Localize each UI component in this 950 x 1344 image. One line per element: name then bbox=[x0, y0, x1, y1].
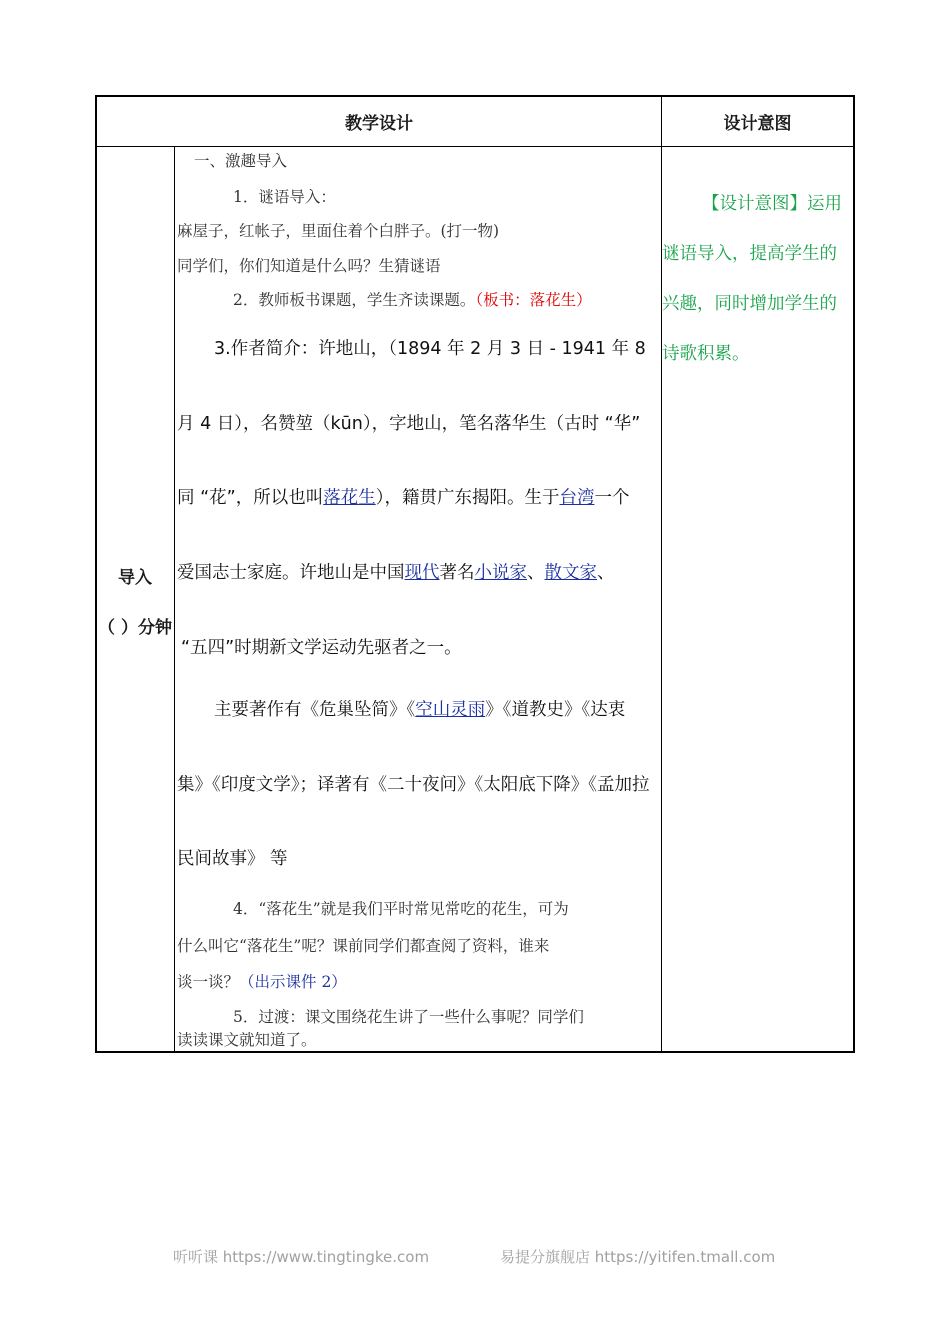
content-line: 集》《印度文学》；译著有《二十夜问》《太阳底下降》《孟加拉 bbox=[177, 775, 650, 795]
footer-left-source: 听听课 https://www.tingtingke.com bbox=[173, 1248, 430, 1266]
content-line: 麻屋子，红帐子，里面住着个白胖子。(打一物) bbox=[177, 222, 500, 240]
text-run: 谈一谈？ bbox=[177, 973, 240, 991]
board-writing-step: 2．教师板书课题，学生齐读课题。 bbox=[233, 291, 476, 309]
content-line bbox=[214, 696, 625, 721]
content-line: 3.作者简介：许地山，（1894 年 2 月 3 日 - 1941 年 8 bbox=[214, 339, 646, 359]
table-label-divider bbox=[174, 147, 175, 1052]
content-line bbox=[177, 559, 615, 584]
link-taiwan[interactable]: 台湾 bbox=[559, 488, 595, 508]
link-essayist[interactable]: 散文家 bbox=[544, 563, 597, 583]
intent-line: 谜语导入，提高学生的 bbox=[662, 244, 837, 264]
table-border-bottom bbox=[95, 1051, 855, 1053]
text-run: 著名 bbox=[439, 563, 475, 583]
text-run: 爱国志士家庭。许地山是中国 bbox=[177, 563, 405, 583]
header-design-intent: 设计意图 bbox=[723, 114, 792, 134]
text-run: 主要著作有《危巢坠简》《 bbox=[214, 700, 416, 720]
board-writing-note: （板书：落花生） bbox=[475, 291, 592, 309]
link-luohuasheng[interactable]: 落花生 bbox=[323, 488, 376, 508]
text-run: 同 “花”，所以也叫 bbox=[177, 488, 324, 508]
text-run: 》《道教史》《达衷 bbox=[485, 700, 626, 720]
content-line: 5．过渡：课文围绕花生讲了一些什么事呢？同学们 bbox=[233, 1008, 584, 1026]
content-line: 什么叫它“落花生”呢？课前同学们都查阅了资料，谁来 bbox=[177, 937, 550, 955]
footer-right-source: 易提分旗舰店 https://yitifen.tmall.com bbox=[500, 1248, 776, 1266]
intent-line: 【设计意图】运用 bbox=[702, 194, 842, 214]
link-kongshanlingyu[interactable]: 空山灵雨 bbox=[415, 700, 486, 720]
text-run: 一个 bbox=[594, 488, 630, 508]
content-line: 4．“落花生”就是我们平时常见常吃的花生，可为 bbox=[233, 900, 569, 918]
section-time: （ ）分钟 bbox=[98, 618, 172, 638]
content-line bbox=[177, 484, 629, 509]
link-modern[interactable]: 现代 bbox=[404, 563, 440, 583]
design-intent-text bbox=[662, 179, 856, 379]
content-line: 读读课文就知道了。 bbox=[177, 1031, 317, 1049]
link-novelist[interactable]: 小说家 bbox=[474, 563, 527, 583]
content-line bbox=[233, 288, 592, 310]
content-line: 民间故事》 等 bbox=[177, 849, 288, 869]
table-header-divider bbox=[95, 146, 855, 147]
content-line: 同学们，你们知道是什么吗？生猜谜语 bbox=[177, 257, 441, 275]
text-run: 、 bbox=[597, 563, 615, 583]
header-teaching-design: 教学设计 bbox=[345, 114, 413, 134]
intent-line: 兴趣，同时增加学生的 bbox=[662, 294, 837, 314]
content-line: 1．谜语导入： bbox=[233, 188, 336, 206]
teaching-content bbox=[176, 148, 662, 1051]
content-line: 一、激趣导入 bbox=[194, 152, 288, 170]
section-label: 导入 bbox=[118, 568, 152, 588]
content-line: “五四”时期新文学运动先驱者之一。 bbox=[181, 638, 462, 658]
text-run: ），籍贯广东揭阳。生于 bbox=[375, 488, 560, 508]
slide-note: （出示课件 2） bbox=[239, 973, 347, 991]
content-line bbox=[177, 970, 347, 992]
text-run: 、 bbox=[527, 563, 545, 583]
intent-line: 诗歌积累。 bbox=[662, 344, 750, 364]
content-line: 月 4 日），名赞堃（kūn），字地山，笔名落华生（古时 “华” bbox=[177, 414, 641, 434]
lesson-table bbox=[95, 95, 855, 1053]
